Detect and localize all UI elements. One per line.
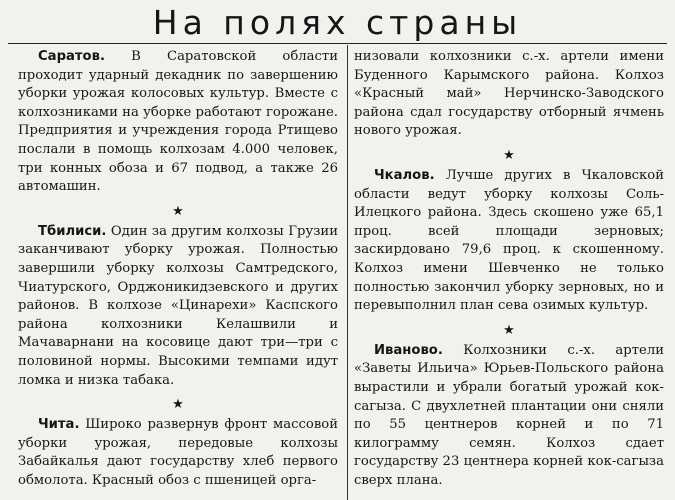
city-name: Тбилиси. — [38, 223, 107, 239]
star-separator: ★ — [172, 397, 184, 413]
left-column — [18, 48, 338, 500]
article-chita — [18, 416, 338, 490]
right-column — [354, 48, 664, 500]
title-rule — [8, 43, 667, 44]
article-text: Колхозники с.-х. артели «Заветы Ильича» Юрьев-Польского района вырастили и убрали богатый урожай кок-сагыза. С двухлетней плантации они сняли по 55 центнеров корней и по 71 килограмму семян. Колхоз сдает государству 23 центнера корней кок-сагыза сверх плана. — [354, 342, 664, 488]
article-chkalov — [354, 167, 664, 316]
column-divider — [347, 45, 348, 500]
article-text: Широко развернув фронт массовой уборки урожая, передовые колхозы Забайкалья дают государству хлеб первого обмолота. Красный обоз с пшеницей орга- — [18, 417, 338, 488]
page-title: На полях страны — [152, 3, 523, 42]
article-text: Лучше других в Чкаловской области ведут уборку колхозы Соль-Илецкого района. Здесь скошено уже 65,1 проц. всей площади зерновых; заскирдовано 79,6 проц. к скошенному. Колхоз имени Шевченко не только полностью закончил уборку зерновых, но и перевыполнил план сева озимых культур. — [354, 167, 664, 314]
article-tbilisi — [18, 223, 338, 390]
city-name: Саратов. — [38, 49, 105, 64]
article-chita-continued — [354, 48, 664, 141]
article-ivanovo — [354, 342, 664, 491]
city-name: Иваново. — [374, 342, 443, 358]
article-saratov — [18, 48, 338, 197]
star-separator: ★ — [503, 147, 515, 163]
star-separator: ★ — [503, 322, 515, 338]
article-text: низовали колхозники с.-х. артели имени Буденного Карымского района. Колхоз «Красный май» Нерчинско-Заводского района сдал государству отборный ячмень нового урожая. — [354, 49, 664, 139]
city-name: Чита. — [38, 417, 80, 433]
city-name: Чкалов. — [374, 167, 435, 183]
star-separator: ★ — [172, 203, 184, 219]
article-text: Один за другим колхозы Грузии заканчивают уборку урожая. Полностью завершили уборку колхозы Самтредского, Чиатурского, Орджоникидзевского и других районов. В колхозе «Цинарехи» Каспского района колхозники Келашвили и Мачаварнани на косовице дают три—три с половиной нормы. Высокими темпами идут ломка и низка табака. — [18, 223, 338, 388]
article-text: В Саратовской области проходит ударный декадник по завершению уборки урожая колосовых культур. Вместе с колхозниками на уборке работают горожане. Предприятия и учреждения города Ртищево послали в помощь колхозам 4.000 человек, три конных обоза и 67 подвод, а также 26 автомашин. — [18, 49, 338, 195]
